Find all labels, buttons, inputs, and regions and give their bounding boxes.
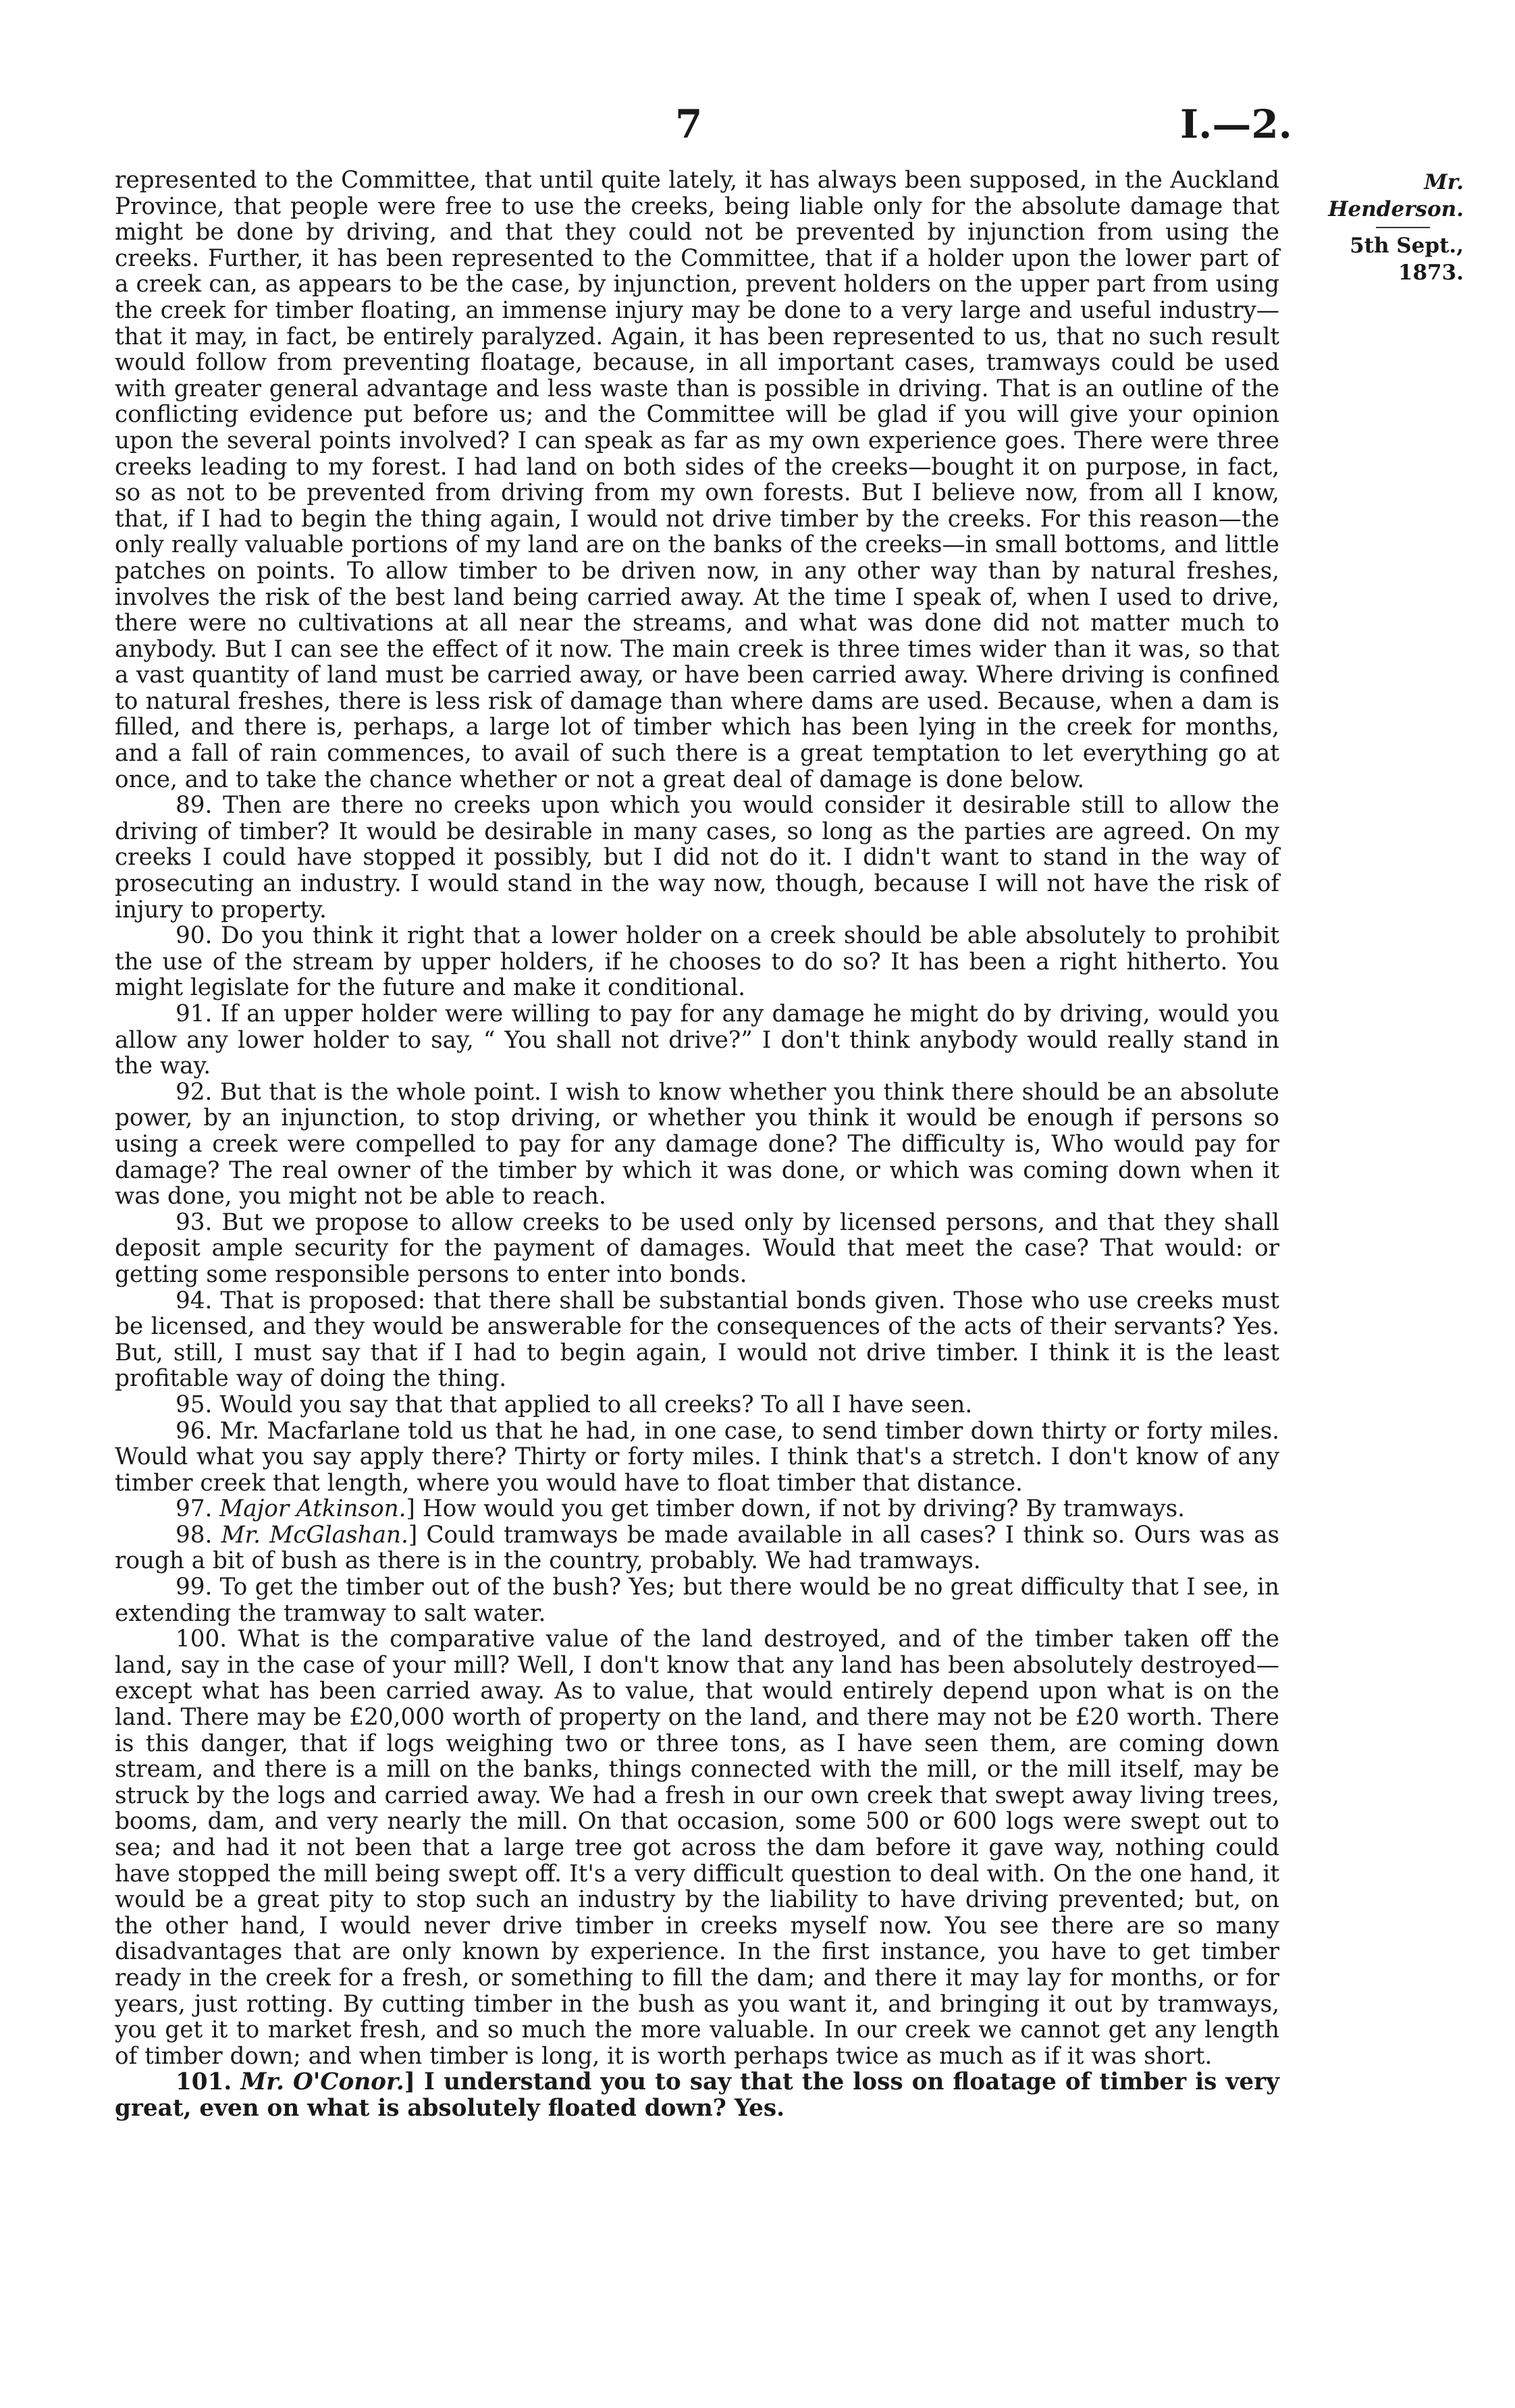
paragraph-continuation: represented to the Committee, that until quite lately, it has always been supposed, in the Auckland Province, that people were free to use the creeks, being liable only for the absolute damage that might be done by driving, and that they could not be prevented by injunction from using the creeks. Further, it has been represented to the Committee, that if a holder upon the lower part of a creek can, as appears to be the case, by injunction, prevent holders on the upper part from using the creek for timber floating, an immense injury may be done to a very large and useful industry—that it may, in fact, be entirely paralyzed. Again, it has been represented to us, that no such result would follow from preventing floatage, because, in all important cases, tramways could be used with greater general advantage and less waste than is possible in driving. That is an outline of the conflicting evidence put before us; and the Committee will be glad if you will give your opinion upon the several points involved? I can speak as far as my own experience goes. There were three creeks leading to my forest. I had land on both sides of the creeks—bought it on purpose, in fact, so as not to be prevented from driving from my own forests. But I believe now, from all I know, that, if I had to begin the thing again, I would not drive timber by the creeks. For this reason—the only really valuable portions of my land are on the banks of the creeks—in small bottoms, and little patches on points. To allow timber to be driven now, in any other way than by natural freshes, involves the risk of the best land being carried away. At the time I speak of, when I used to drive, there were no cultivations at all near the streams, and what was done did not matter much to anybody. But I can see the effect of it now. The main creek is three times wider than it was, so that a vast quantity of land must be carried away, or have been carried away. Where driving is confined to natural freshes, there is less risk of damage than where dams are used. Because, when a dam is filled, and there is, perhaps, a large lot of timber which has been lying in the creek for months, and a fall of rain commences, to avail of such there is a great temptation to let everything go at once, and to take the chance whether or not a great deal of damage is done below.	[115, 167, 1279, 793]
margin-date: 5th Sept., 1873.	[1350, 234, 1464, 285]
question-92: 92. But that is the whole point. I wish to know whether you think there should be an absolute power, by an injunction, to stop driving, or whether you think it would be enough if persons so using a creek were compelled to pay for any damage done? The difficulty is, Who would pay for damage? The real owner of the timber by which it was done, or which was coming down when it was done, you might not be able to reach.	[115, 1078, 1279, 1210]
question-text: ] Could tramways be made available in all cases? I think so. Ours was as rough a bit of bush as there is in the country, probably. We had tramways.	[115, 1521, 1280, 1575]
question-number: 97.	[176, 1495, 213, 1523]
question-96: 96. Mr. Macfarlane told us that he had, in one case, to send timber down thirty or forty miles. Would what you say apply there? Thirty or forty miles. I think that's a stretch. I don't know of any timber creek that length, where you would have to float timber that distance.	[115, 1417, 1279, 1497]
question-text: ] I understand you to say that the loss on floatage of timber is very great, even on what is absolutely floated down? Yes.	[115, 2068, 1280, 2122]
question-91: 91. If an upper holder were willing to pay for any damage he might do by driving, would you allow any lower holder to say, “ You shall not drive?” I don't think anybody would really stand in the way.	[115, 1000, 1279, 1080]
question-100: 100. What is the comparative value of the land destroyed, and of the timber taken off the land, say in the case of your mill? Well, I don't know that any land has been absolutely destroyed—except what has been carried away. As to value, that would entirely depend upon what is on the land. There may be £20,000 worth of property on the land, and there may not be £20 worth. There is this danger, that if logs weighing two or three tons, as I have seen them, are coming down stream, and there is a mill on the banks, things connected with the mill, or the mill itself, may be struck by the logs and carried away. We had a fresh in our own creek that swept away living trees, booms, dam, and very nearly the mill. On that occasion, some 500 or 600 logs were swept out to sea; and had it not been that a large tree got across the dam before it gave way, nothing could have stopped the mill being swept off. It's a very difficult question to deal with. On the one hand, it would be a great pity to stop such an industry by the liability to have driving prevented; but, on the other hand, I would never drive timber in creeks myself now. You see there are so many disadvantages that are only known by experience. In the first instance, you have to get timber ready in the creek for a fresh, or something to fill the dam; and there it may lay for months, or for years, just rotting. By cutting timber in the bush as you want it, and bringing it out by tramways, you get it to market fresh, and so much the more valuable. In our creek we cannot get any length of timber down; and when timber is long, it is worth perhaps twice as much as if it was short.	[115, 1626, 1279, 2070]
question-text: ] How would you get timber down, if not by driving? By tramways.	[406, 1495, 1186, 1523]
margin-witness-name: Mr. Henderson.	[1328, 170, 1464, 221]
question-number: 101.	[176, 2068, 232, 2096]
question-number: 98.	[176, 1521, 213, 1549]
question-90: 90. Do you think it right that a lower holder on a creek should be able absolutely to prohibit the use of the stream by upper holders, if he chooses to do so? It has been a right hitherto. You might legislate for the future and make it conditional.	[115, 922, 1279, 1002]
question-99: 99. To get the timber out of the bush? Yes; but there would be no great difficulty that I see, in extending the tramway to salt water.	[115, 1574, 1279, 1627]
question-101	[115, 2069, 1279, 2121]
question-97	[115, 1496, 1279, 1522]
page-number: 7	[675, 101, 703, 147]
question-95: 95. Would you say that that applied to all creeks? To all I have seen.	[176, 1391, 973, 1418]
question-94: 94. That is proposed: that there shall be substantial bonds given. Those who use creeks must be licensed, and they would be answerable for the consequences of the acts of their servants? Yes. But, still, I must say that if I had to begin again, I would not drive timber. I think it is the least profitable way of doing the thing.	[115, 1287, 1279, 1393]
question-93: 93. But we propose to allow creeks to be used only by licensed persons, and that they shall deposit ample security for the payment of damages. Would that meet the case? That would: or getting some responsible persons to enter into bonds.	[115, 1208, 1279, 1288]
margin-rule	[1376, 227, 1430, 228]
document-reference: I.—2.	[1180, 101, 1292, 147]
speaker-name: Mr. McGlashan.	[221, 1521, 408, 1549]
speaker-name: Mr. O'Conor.	[240, 2068, 404, 2096]
margin-note	[1295, 169, 1464, 286]
document-body	[115, 167, 1279, 2122]
question-98	[115, 1522, 1279, 1574]
speaker-name: Major Atkinson.	[219, 1495, 406, 1523]
question-89: 89. Then are there no creeks upon which you would consider it desirable still to allow the driving of timber? It would be desirable in many cases, so long as the parties are agreed. On my creeks I could have stopped it possibly, but I did not do it. I didn't want to stand in the way of prosecuting an industry. I would stand in the way now, though, because I will not have the risk of injury to property.	[115, 792, 1279, 924]
